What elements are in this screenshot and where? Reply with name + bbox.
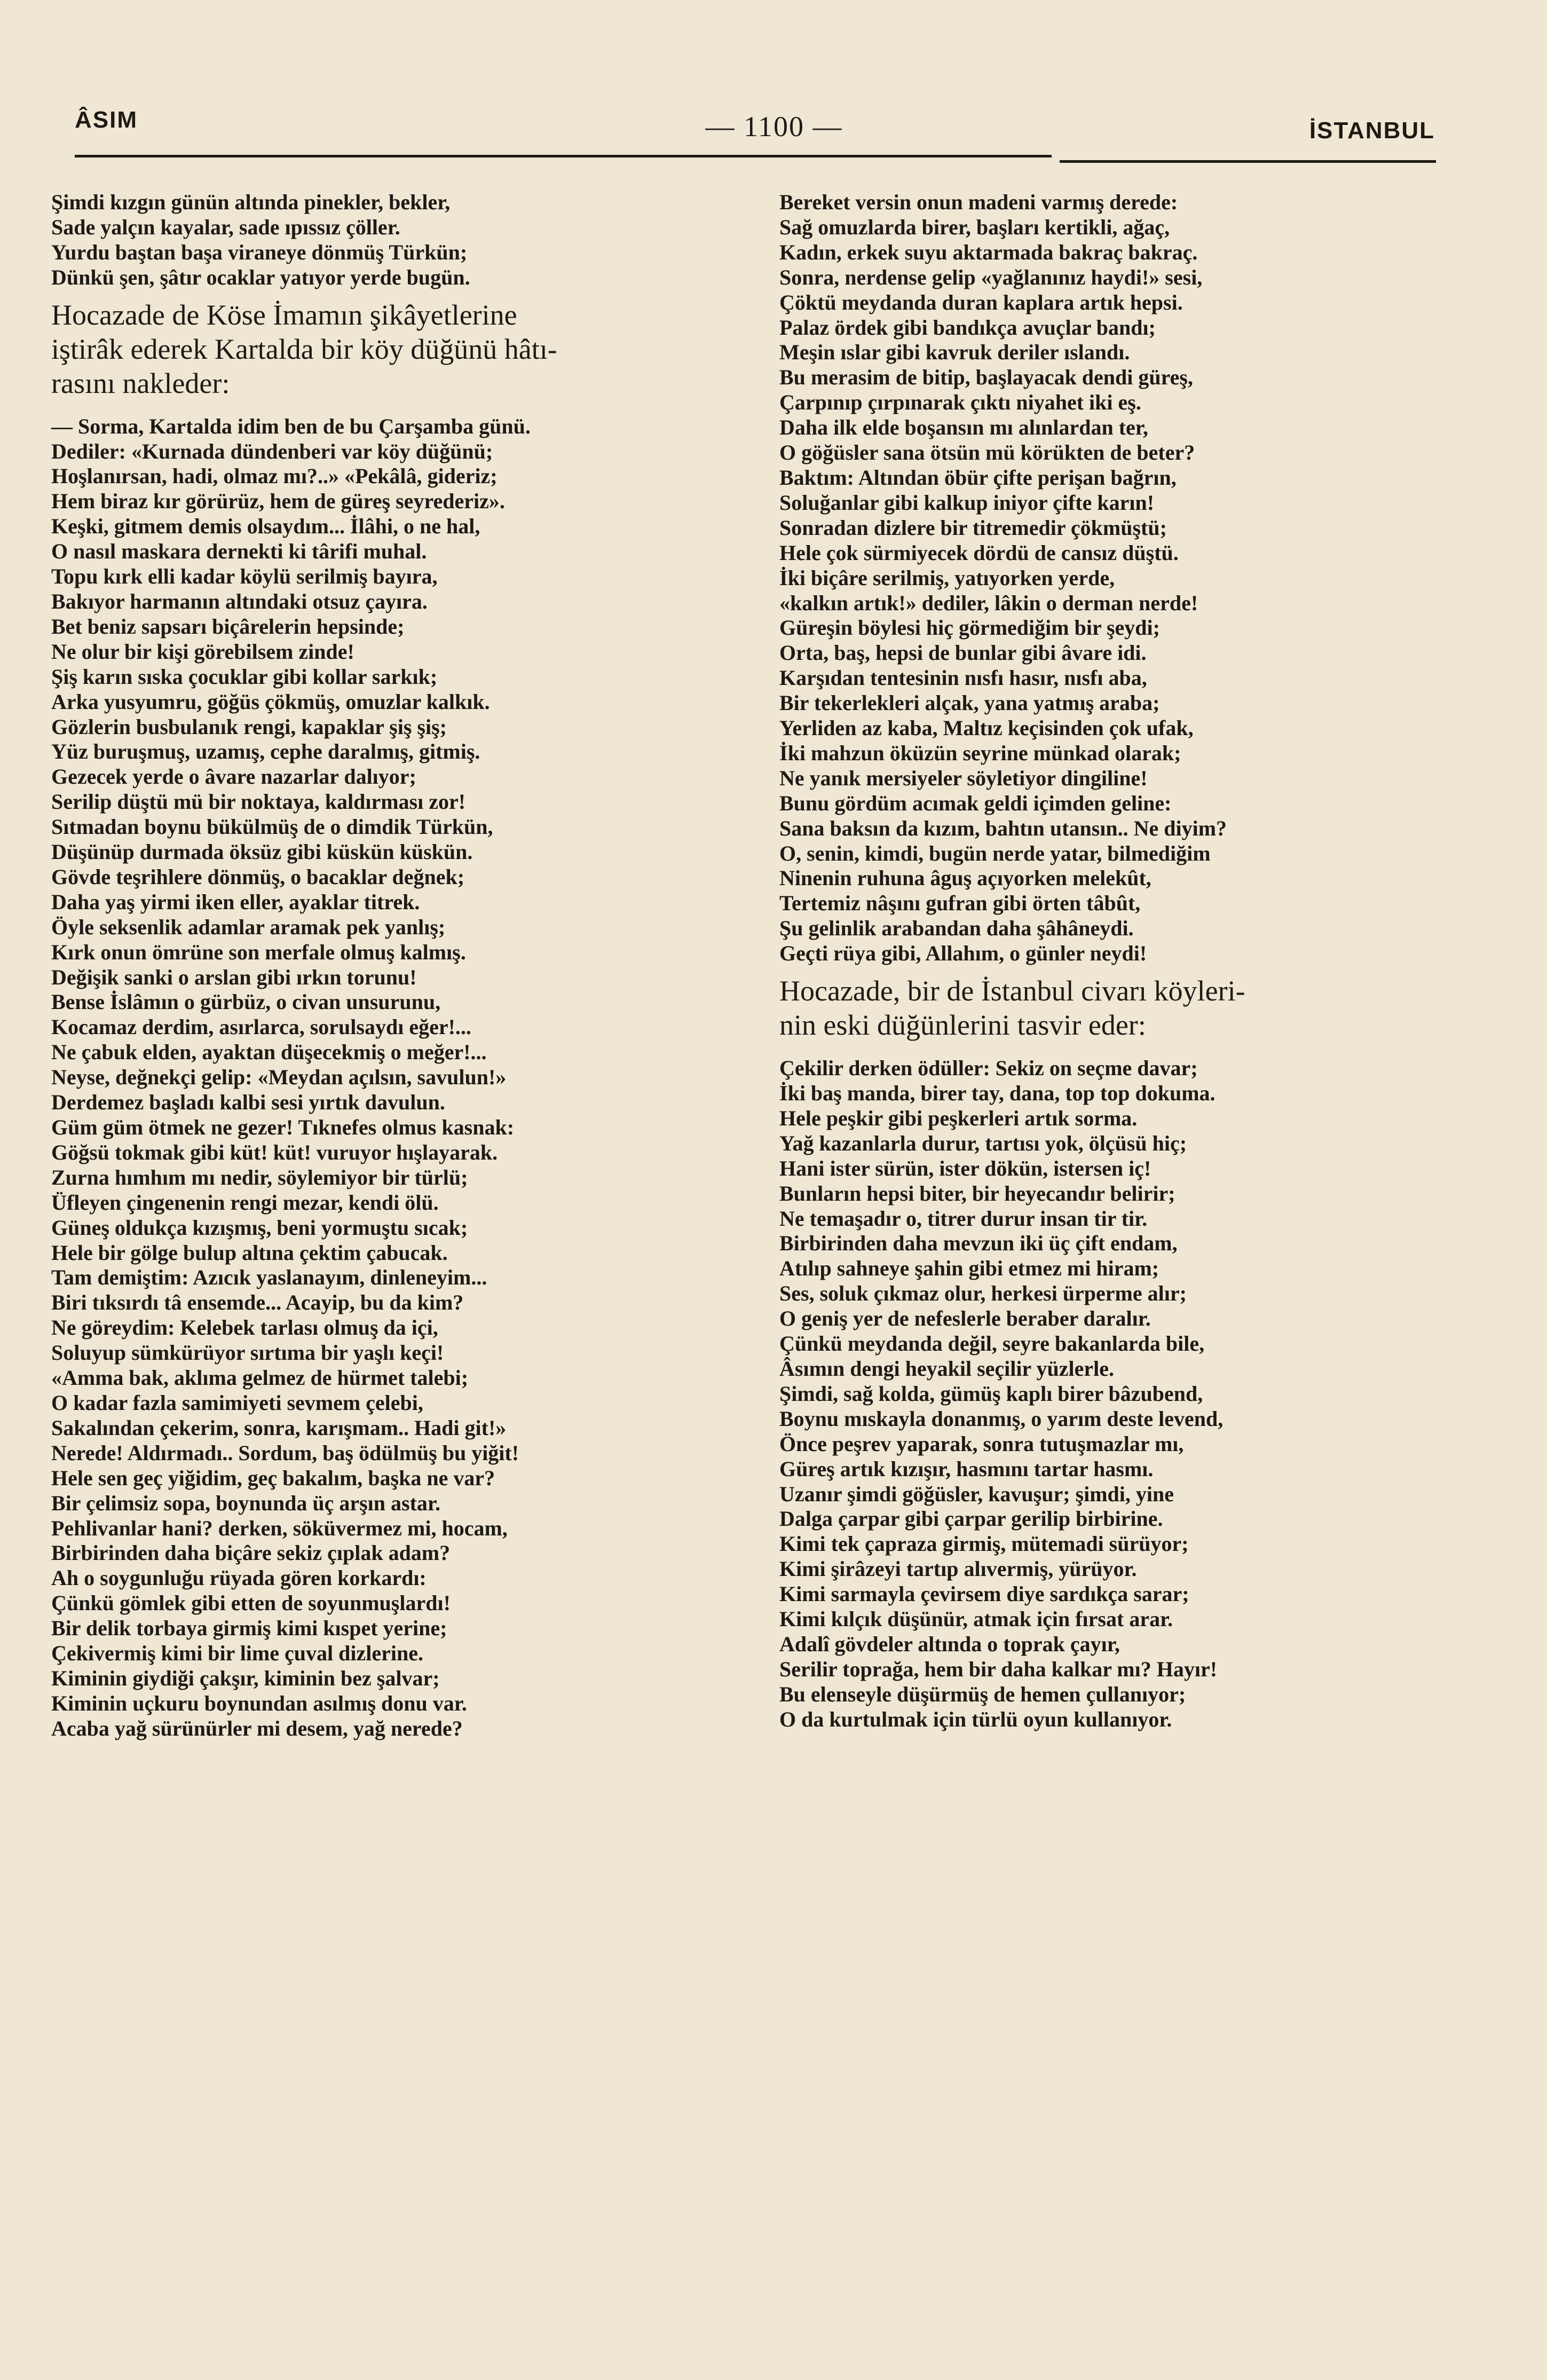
verse-line: Bense İslâmın o gürbüz, o civan unsurunu, — [51, 990, 441, 1014]
verse-line: Ne göreydim: Kelebek tarlası olmuş da içi, — [51, 1315, 438, 1340]
verse-line: O nasıl maskara dernekti ki târifi muhal. — [51, 539, 427, 564]
verse-line: Atılıp sahneye şahin gibi etmez mi hiram; — [779, 1256, 1159, 1281]
verse-line: Güreş artık kızışır, hasmını tartar hasmı. — [779, 1456, 1154, 1481]
verse-line: Düşünüp durmada öksüz gibi küskün küskün. — [51, 840, 473, 864]
verse-line: Bet beniz sapsarı biçârelerin hepsinde; — [51, 614, 405, 639]
right-intro-paragraph — [779, 974, 1441, 1042]
verse-line: Kiminin giydiği çakşır, kiminin bez şalvar; — [51, 1666, 440, 1690]
verse-line: Birbirinden daha mevzun iki üç çift endam, — [779, 1231, 1178, 1256]
verse-line: Dalga çarpar gibi çarpar gerilip birbirine. — [779, 1507, 1163, 1531]
verse-line: Soluğanlar gibi kalkup iniyor çifte karın! — [779, 490, 1155, 515]
header-rule-left — [75, 155, 1052, 157]
verse-line: Güm güm ötmek ne gezer! Tıknefes olmus kasnak: — [51, 1115, 515, 1139]
verse-line: Hele çok sürmiyecek dördü de cansız düştü. — [779, 540, 1179, 565]
verse-line: Tertemiz nâşını gufran gibi örten tâbût, — [779, 891, 1141, 916]
verse-line: Ninenin ruhuna âguş açıyorken melekût, — [779, 866, 1151, 890]
verse-line: Neyse, değnekçi gelip: «Meydan açılsın, savulun!» — [51, 1065, 507, 1090]
verse-line: Ne çabuk elden, ayaktan düşecekmiş o meğer!... — [51, 1040, 487, 1065]
verse-line: Arka yusyumru, göğüs çökmüş, omuzlar kalkık. — [51, 689, 490, 714]
verse-line: İki mahzun öküzün seyrine münkad olarak; — [779, 740, 1181, 765]
verse-line: Daha yaş yirmi iken eller, ayaklar titrek. — [51, 889, 420, 914]
verse-line: Geçti rüya gibi, Allahım, o günler neydi! — [779, 941, 1147, 966]
verse-line: Bakıyor harmanın altındaki otsuz çayıra. — [51, 589, 428, 613]
verse-line: Sana baksın da kızım, bahtın utansın.. Ne diyim? — [779, 816, 1227, 840]
intro-line: iştirâk ederek Kartalda bir köy düğünü hâtı- — [51, 333, 557, 365]
verse-line: Yurdu baştan başa viraneye dönmüş Türkün; — [51, 240, 468, 264]
right-verse-2 — [779, 1056, 1441, 1732]
verse-line: Şimdi, sağ kolda, gümüş kaplı birer bâzubend, — [779, 1381, 1203, 1406]
verse-line: Kimi sarmayla çevirsem diye sardıkça sarar; — [779, 1582, 1189, 1606]
verse-line: Tam demiştim: Azıcık yaslanayım, dinleneyim... — [51, 1265, 487, 1290]
intro-line: Hocazade, bir de İstanbul civarı köyleri- — [779, 975, 1245, 1007]
verse-line: O da kurtulmak için türlü oyun kullanıyor. — [779, 1707, 1172, 1731]
verse-line: Hoşlanırsan, hadi, olmaz mı?..» «Pekâlâ, gideriz; — [51, 464, 498, 488]
verse-line: Güneş oldukça kızışmış, beni yormuştu sıcak; — [51, 1215, 468, 1240]
verse-line: Şiş karın sıska çocuklar gibi kollar sarkık; — [51, 664, 438, 689]
verse-line: Bir delik torbaya girmiş kimi kıspet yerine; — [51, 1616, 447, 1641]
verse-line: Baktım: Altından öbür çifte perişan bağrın, — [779, 465, 1177, 490]
verse-line: «Amma bak, aklıma gelmez de hürmet talebi; — [51, 1366, 469, 1390]
verse-line: Üfleyen çingenenin rengi mezar, kendi ölü. — [51, 1190, 439, 1215]
verse-line: O göğüsler sana ötsün mü körükten de beter? — [779, 440, 1195, 465]
verse-line: Orta, baş, hepsi de bunlar gibi âvare idi. — [779, 641, 1147, 665]
verse-line: Daha ilk elde boşansın mı alınlardan ter, — [779, 415, 1148, 440]
verse-line: Ah o soygunluğu rüyada gören korkardı: — [51, 1566, 427, 1590]
verse-line: Kırk onun ömrüne son merfale olmuş kalmış. — [51, 940, 466, 964]
verse-line: Ne yanık mersiyeler söyletiyor dingiline! — [779, 766, 1148, 790]
verse-line: Bunların hepsi biter, bir heyecandır belirir; — [779, 1181, 1175, 1205]
left-verse-1 — [51, 190, 713, 290]
verse-line: Çekivermiş kimi bir lime çuval dizlerine. — [51, 1641, 423, 1666]
verse-line: Yüz buruşmuş, uzamış, cephe daralmış, gitmiş. — [51, 739, 480, 764]
verse-line: Nerede! Aldırmadı.. Sordum, baş ödülmüş bu yiğit! — [51, 1440, 519, 1465]
verse-line: Sonra, nerdense gelip «yağlanınız haydi!» sesi, — [779, 265, 1203, 289]
verse-line: O, senin, kimdi, bugün nerde yatar, bilmediğim — [779, 841, 1211, 865]
verse-line: Boynu mıskayla donanmış, o yarım deste levend, — [779, 1406, 1224, 1431]
right-verse-1 — [779, 190, 1441, 966]
right-column — [779, 190, 1441, 1732]
left-verse-2 — [51, 414, 713, 1741]
verse-line: Şu gelinlik arabandan daha şâhâneydi. — [779, 916, 1134, 941]
verse-line: Bereket versin onun madeni varmış derede: — [779, 190, 1178, 214]
verse-line: Çekilir derken ödüller: Sekiz on seçme davar; — [779, 1056, 1198, 1081]
verse-line: Keşki, gitmem demis olsaydım... İlâhi, o ne hal, — [51, 514, 480, 539]
left-intro-paragraph — [51, 298, 713, 400]
verse-line: Bir tekerlekleri alçak, yana yatmış araba; — [779, 691, 1160, 715]
verse-line: Göğsü tokmak gibi küt! küt! vuruyor hışlayarak. — [51, 1140, 498, 1164]
verse-line: Acaba yağ sürünürler mi desem, yağ nerede? — [51, 1716, 463, 1740]
verse-line: Şimdi kızgın günün altında pinekler, bekler, — [51, 190, 451, 214]
verse-line: Hele bir gölge bulup altına çektim çabucak. — [51, 1240, 448, 1265]
verse-line: Sonradan dizlere bir titremedir çökmüştü; — [779, 515, 1167, 540]
verse-line: Bir çelimsiz sopa, boynunda üç arşın astar. — [51, 1491, 441, 1515]
verse-line: Uzanır şimdi göğüsler, kavuşur; şimdi, yine — [779, 1481, 1174, 1506]
verse-line: Serilir toprağa, hem bir daha kalkar mı? Hayır! — [779, 1657, 1218, 1681]
verse-line: Sade yalçın kayalar, sade ıpıssız çöller. — [51, 215, 400, 239]
verse-line: «kalkın artık!» dediler, lâkin o derman nerde! — [779, 590, 1198, 615]
intro-line: nin eski düğünlerini tasvir eder: — [779, 1009, 1146, 1042]
verse-line: Ses, soluk çıkmaz olur, herkesi ürperme alır; — [779, 1281, 1187, 1306]
verse-line: Bu merasim de bitip, başlayacak dendi güreş, — [779, 365, 1193, 390]
verse-line: Değişik sanki o arslan gibi ırkın torunu! — [51, 965, 417, 989]
verse-line: Sıtmadan boynu bükülmüş de o dimdik Türkün, — [51, 815, 493, 839]
page-number: — 1100 — — [705, 111, 843, 143]
running-header-left: ÂSIM — [75, 107, 138, 133]
verse-line: Önce peşrev yaparak, sonra tutuşmazlar mı, — [779, 1431, 1184, 1456]
verse-line: Kocamaz derdim, asırlarca, sorulsaydı eğer!... — [51, 1015, 471, 1039]
verse-line: — Sorma, Kartalda idim ben de bu Çarşamba günü. — [51, 414, 531, 438]
verse-line: Yerliden az kaba, Maltız keçisinden çok ufak, — [779, 716, 1194, 740]
verse-line: Gezecek yerde o âvare nazarlar dalıyor; — [51, 765, 416, 789]
verse-line: Dediler: «Kurnada dündenberi var köy düğünü; — [51, 439, 493, 463]
verse-line: Gövde teşrihlere dönmüş, o bacaklar değnek; — [51, 864, 465, 889]
verse-line: Derdemez başladı kalbi sesi yırtık davulun. — [51, 1090, 445, 1115]
intro-line: Hocazade de Köse İmamın şikâyetlerine — [51, 298, 517, 331]
verse-line: Birbirinden daha biçâre sekiz çıplak adam? — [51, 1541, 451, 1565]
verse-line: Biri tıksırdı tâ ensemde... Acayip, bu da kim? — [51, 1290, 464, 1315]
verse-line: Kimi şirâzeyi tartıp alıvermiş, yürüyor. — [779, 1557, 1137, 1581]
verse-line: İki biçâre serilmiş, yatıyorken yerde, — [779, 565, 1115, 590]
verse-line: Çünkü gömlek gibi etten de soyunmuşlardı! — [51, 1591, 451, 1615]
verse-line: Kimi kılçık düşünür, atmak için fırsat arar. — [779, 1607, 1173, 1632]
verse-line: Kiminin uçkuru boynundan asılmış donu var. — [51, 1691, 467, 1715]
verse-line: Çünkü meydanda değil, seyre bakanlarda bile, — [779, 1331, 1205, 1356]
verse-line: O geniş yer de nefeslerle beraber daralır. — [779, 1306, 1151, 1331]
verse-line: Hem biraz kır görürüz, hem de güreş seyrederiz». — [51, 489, 505, 514]
verse-line: Zurna hımhım mı nedir, söylemiyor bir türlü; — [51, 1165, 468, 1189]
verse-line: Öyle seksenlik adamlar aramak pek yanlış; — [51, 915, 446, 939]
verse-line: Ne olur bir kişi görebilsem zinde! — [51, 639, 354, 664]
verse-line: Topu kırk elli kadar köylü serilmiş bayıra, — [51, 564, 438, 589]
verse-line: Serilip düştü mü bir noktaya, kaldırması zor! — [51, 790, 466, 814]
verse-line: Çöktü meydanda duran kaplara artık hepsi. — [779, 290, 1183, 314]
verse-line: Sağ omuzlarda birer, başları kertikli, ağaç, — [779, 215, 1170, 239]
verse-line: Ne temaşadır o, titrer durur insan tir tir. — [779, 1206, 1148, 1231]
verse-line: Meşin ıslar gibi kavruk deriler ıslandı. — [779, 340, 1130, 365]
verse-line: Sakalından çekerim, sonra, karışmam.. Hadi git!» — [51, 1415, 507, 1440]
verse-line: Çarpınıp çırpınarak çıktı niyahet iki eş. — [779, 390, 1141, 415]
verse-line: Yağ kazanlarla durur, tartısı yok, ölçüsü hiç; — [779, 1131, 1187, 1155]
running-header-right: İSTANBUL — [1309, 117, 1435, 144]
verse-line: Bunu gördüm acımak geldi içimden geline: — [779, 791, 1172, 815]
verse-line: Karşıdan tentesinin nısfı hasır, nısfı aba, — [779, 666, 1147, 690]
header-rule-right — [1060, 160, 1436, 163]
verse-line: Hele peşkir gibi peşkerleri artık sorma. — [779, 1106, 1138, 1130]
verse-line: İki baş manda, birer tay, dana, top top dokuma. — [779, 1081, 1216, 1105]
verse-line: Âsımın dengi heyakil seçilir yüzlerle. — [779, 1356, 1115, 1381]
verse-line: O kadar fazla samimiyeti sevmem çelebi, — [51, 1390, 423, 1415]
verse-line: Hele sen geç yiğidim, geç bakalım, başka ne var? — [51, 1465, 495, 1490]
verse-line: Güreşin böylesi hiç görmediğim bir şeydi; — [779, 616, 1160, 640]
verse-line: Gözlerin busbulanık rengi, kapaklar şiş şiş; — [51, 714, 447, 739]
verse-line: Pehlivanlar hani? derken, söküvermez mi, hocam, — [51, 1516, 508, 1540]
verse-line: Bu elenseyle düşürmüş de hemen çullanıyor; — [779, 1682, 1186, 1706]
verse-line: Dünkü şen, şâtır ocaklar yatıyor yerde bugün. — [51, 265, 470, 289]
verse-line: Adalî gövdeler altında o toprak çayır, — [779, 1632, 1120, 1656]
verse-line: Kadın, erkek suyu aktarmada bakraç bakraç. — [779, 240, 1198, 264]
intro-line: rasını nakleder: — [51, 367, 230, 399]
verse-line: Hani ister sürün, ister dökün, istersen iç! — [779, 1156, 1151, 1180]
left-column — [51, 190, 713, 1741]
verse-line: Kimi tek çapraza girmiş, mütemadi sürüyor; — [779, 1532, 1189, 1556]
verse-line: Soluyup sümkürüyor sırtıma bir yaşlı keçi! — [51, 1341, 444, 1365]
verse-line: Palaz ördek gibi bandıkça avuçlar bandı; — [779, 315, 1156, 340]
